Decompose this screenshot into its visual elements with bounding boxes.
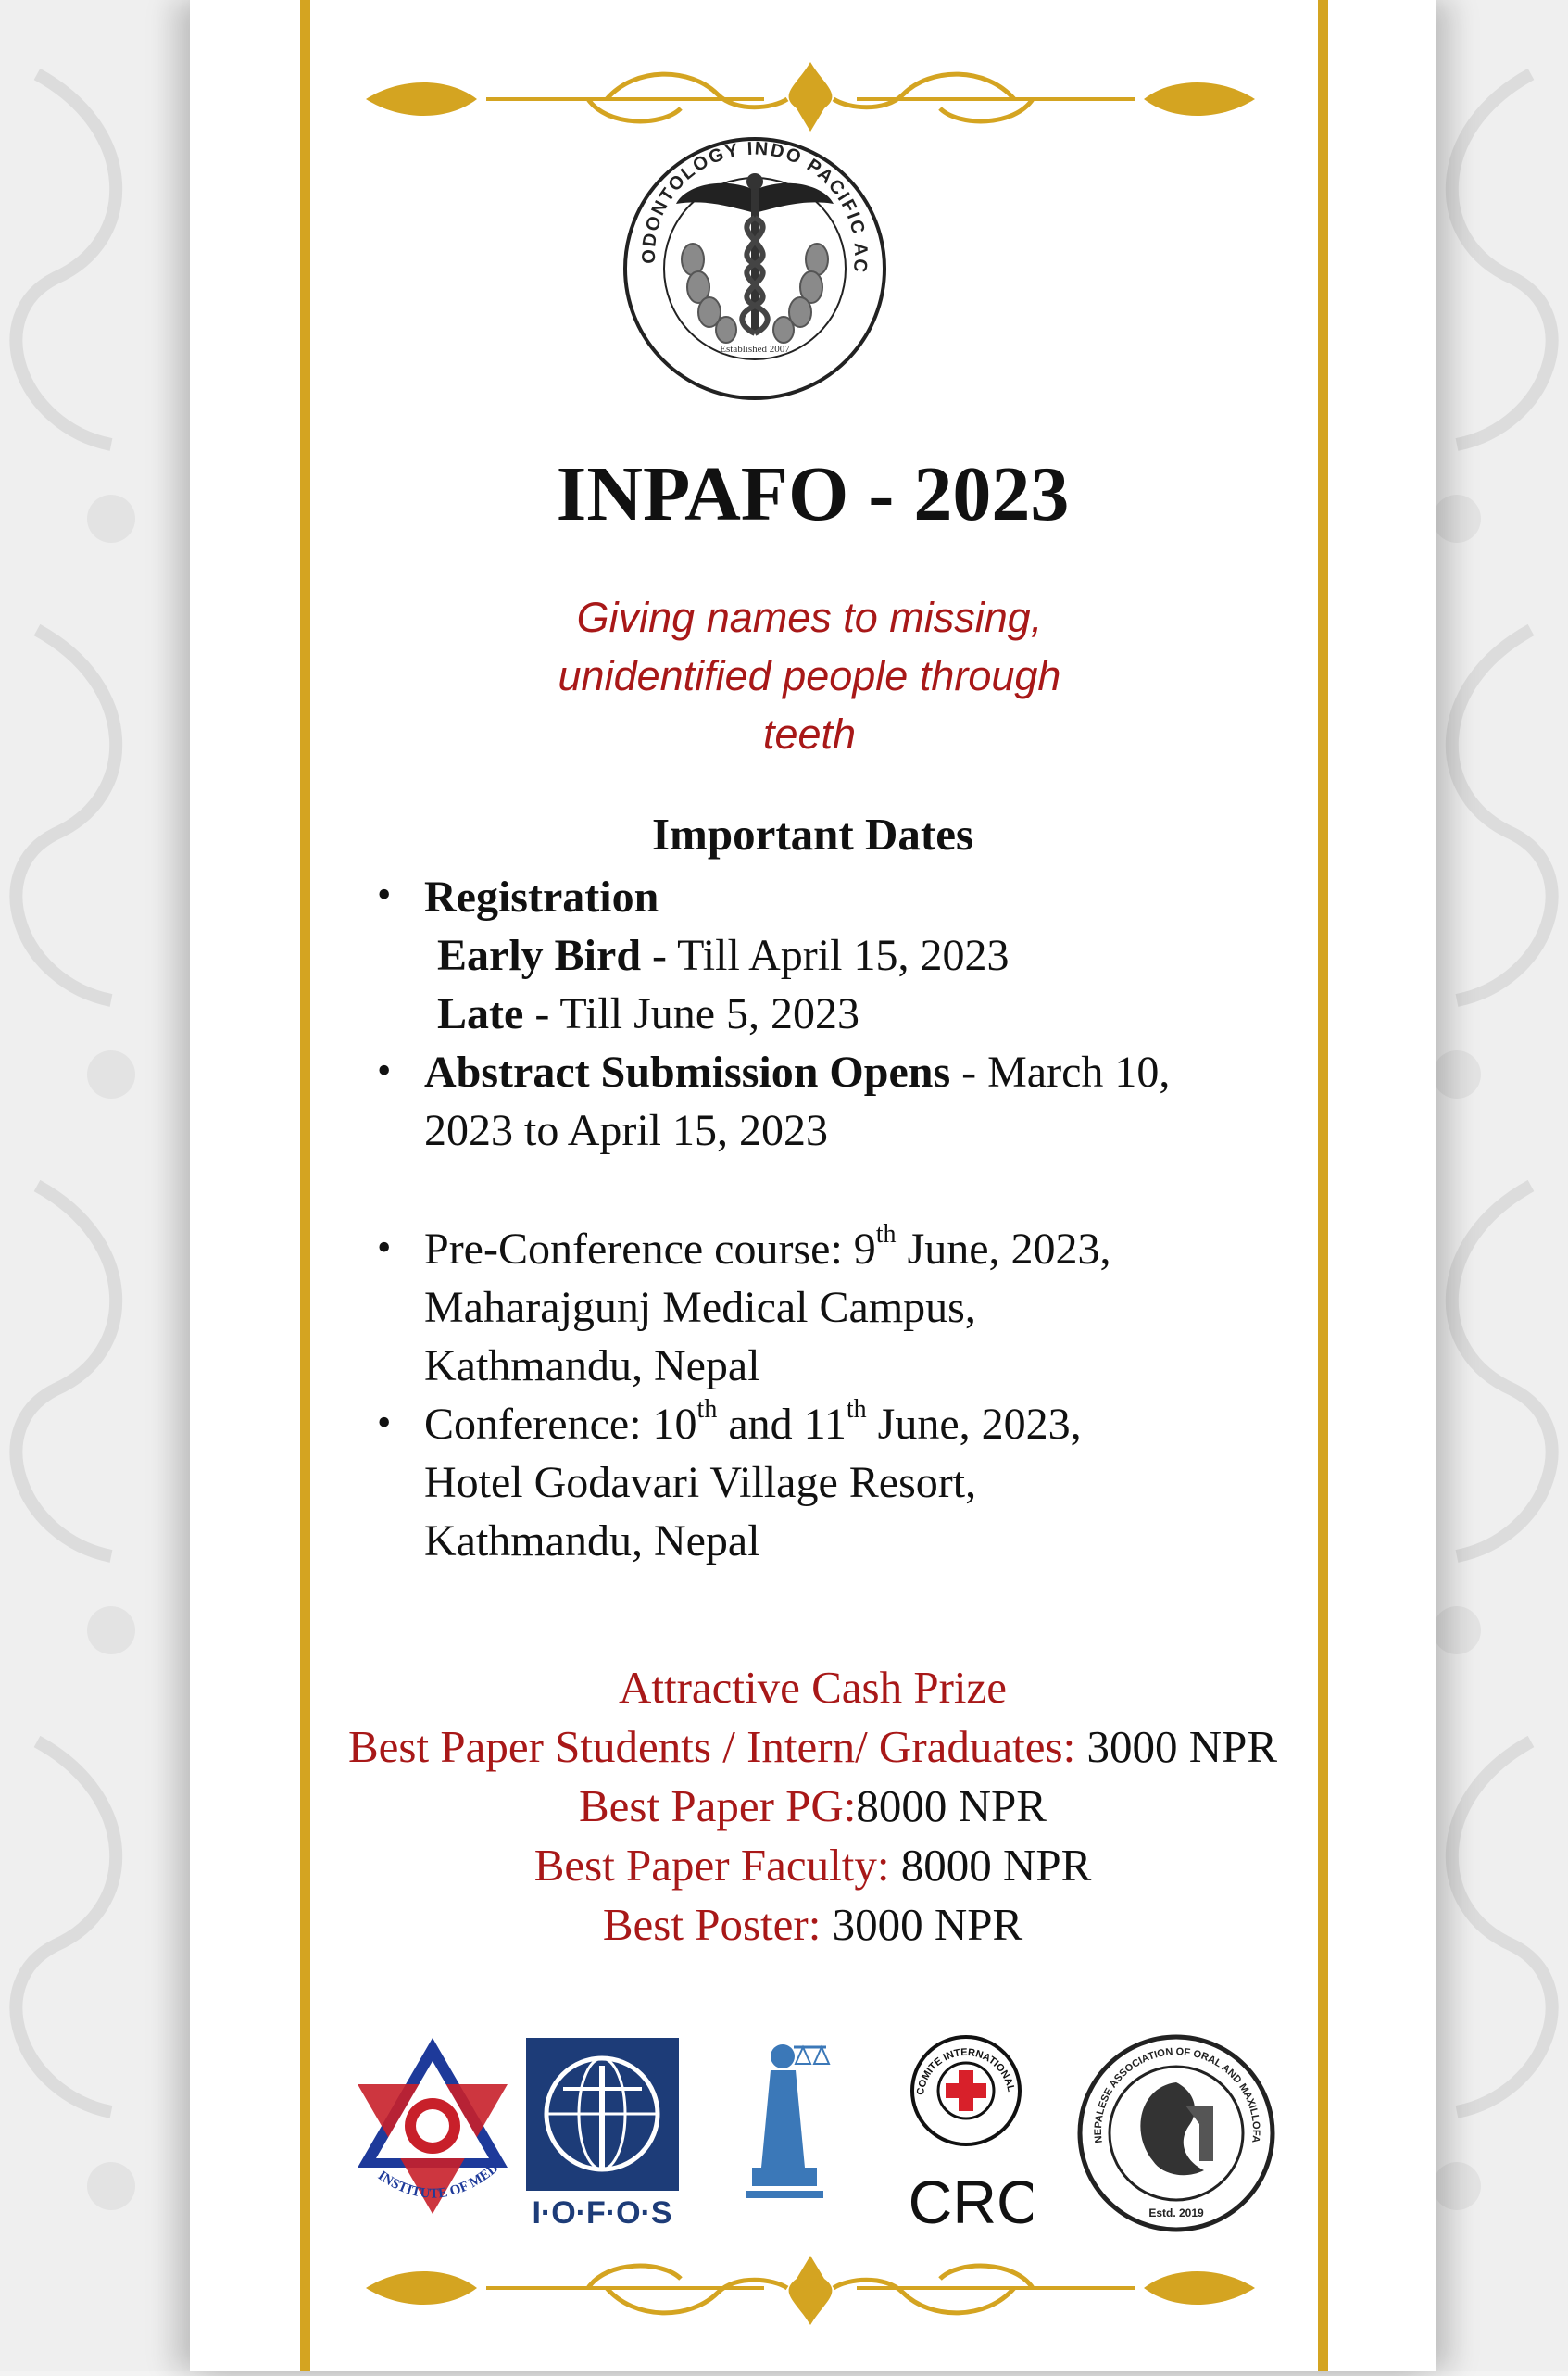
prize-row bbox=[190, 1777, 1436, 1836]
prize-row bbox=[190, 1836, 1436, 1895]
prize-value: 8000 NPR bbox=[856, 1780, 1047, 1831]
abstract-line-2: 2023 to April 15, 2023 bbox=[424, 1106, 829, 1155]
cash-prize-heading: Attractive Cash Prize bbox=[618, 1662, 1008, 1713]
conference-sup-1: th bbox=[696, 1395, 718, 1424]
bullet-dot: • bbox=[377, 1048, 392, 1093]
poster-panel bbox=[190, 0, 1436, 2371]
icrc-ring-text: COMITE INTERNATIONAL bbox=[915, 2046, 1017, 2096]
late-line bbox=[437, 985, 859, 1043]
early-bird-label: Early Bird bbox=[437, 931, 642, 980]
event-tagline bbox=[301, 588, 1318, 763]
naomp-ring-text: NEPALESE ASSOCIATION OF ORAL AND MAXILLOFA bbox=[1092, 2046, 1262, 2144]
emblem-established: Established 2007 bbox=[720, 344, 790, 355]
prize-value: 3000 NPR bbox=[821, 1899, 1023, 1950]
abstract-line-1 bbox=[424, 1043, 1170, 1101]
precourse-text-b: June, 2023, bbox=[896, 1225, 1111, 1274]
naomp-logo bbox=[1074, 2031, 1278, 2235]
prize-row bbox=[190, 1717, 1436, 1777]
iofos-logo bbox=[521, 2038, 684, 2228]
iom-text: INSTITUTE OF MED bbox=[374, 2160, 502, 2202]
event-title: INPAFO - 2023 bbox=[556, 451, 1070, 537]
justice-statue-logo bbox=[738, 2029, 831, 2223]
precourse-sup: th bbox=[875, 1220, 897, 1249]
important-dates-heading: Important Dates bbox=[651, 809, 974, 860]
conference-line-1 bbox=[424, 1395, 1082, 1453]
prize-label: Best Paper Faculty: bbox=[533, 1840, 890, 1891]
gold-border-left bbox=[300, 0, 310, 2371]
prize-label: Best Poster: bbox=[602, 1899, 822, 1950]
conference-line-3: Kathmandu, Nepal bbox=[424, 1516, 760, 1565]
bullet-dot: • bbox=[377, 872, 392, 917]
late-value: - Till June 5, 2023 bbox=[523, 989, 860, 1038]
precourse-line-3: Kathmandu, Nepal bbox=[424, 1341, 760, 1390]
registration-label: Registration bbox=[424, 873, 659, 922]
conference-text-c: June, 2023, bbox=[866, 1400, 1082, 1449]
naomp-est: Estd. 2019 bbox=[1148, 2206, 1204, 2219]
early-bird-value: - Till April 15, 2023 bbox=[641, 931, 1010, 980]
prize-value: 8000 NPR bbox=[889, 1840, 1092, 1891]
tagline-line-3: teeth bbox=[762, 710, 857, 758]
early-bird-line bbox=[437, 926, 1009, 985]
precourse-line-1 bbox=[424, 1220, 1111, 1278]
prize-value: 3000 NPR bbox=[1075, 1721, 1278, 1772]
iom-logo bbox=[352, 2033, 514, 2219]
conference-text-a: Conference: 10 bbox=[424, 1400, 697, 1449]
conference-sup-2: th bbox=[846, 1395, 867, 1424]
icrc-text: CRC bbox=[908, 2168, 1033, 2236]
prize-label: Best Paper PG: bbox=[578, 1780, 857, 1831]
icrc-logo bbox=[903, 2033, 1033, 2237]
precourse-text-a: Pre-Conference course: 9 bbox=[424, 1225, 876, 1274]
iofos-text: I·O·F·O·S bbox=[532, 2195, 672, 2228]
tagline-line-1: Giving names to missing, bbox=[576, 594, 1043, 641]
inpafo-emblem bbox=[621, 120, 889, 421]
tagline-line-2: unidentified people through bbox=[558, 652, 1061, 699]
precourse-line-2: Maharajgunj Medical Campus, bbox=[424, 1283, 976, 1332]
bullet-dot: • bbox=[377, 1225, 392, 1270]
prize-row bbox=[190, 1895, 1436, 1955]
late-label: Late bbox=[437, 989, 524, 1038]
conference-text-b: and 11 bbox=[717, 1400, 847, 1449]
left-damask-pattern bbox=[0, 0, 190, 2371]
bullet-dot: • bbox=[377, 1400, 392, 1445]
gold-border-right bbox=[1318, 0, 1328, 2371]
prize-label: Best Paper Students / Intern/ Graduates: bbox=[347, 1721, 1076, 1772]
abstract-label: Abstract Submission Opens bbox=[424, 1048, 951, 1097]
emblem-ring-text: ODONTOLOGY INDO PACIFIC AC bbox=[638, 138, 872, 275]
conference-line-2: Hotel Godavari Village Resort, bbox=[424, 1458, 977, 1507]
abstract-value-1: - March 10, bbox=[950, 1048, 1171, 1097]
bottom-gold-ornament bbox=[329, 2246, 1292, 2330]
